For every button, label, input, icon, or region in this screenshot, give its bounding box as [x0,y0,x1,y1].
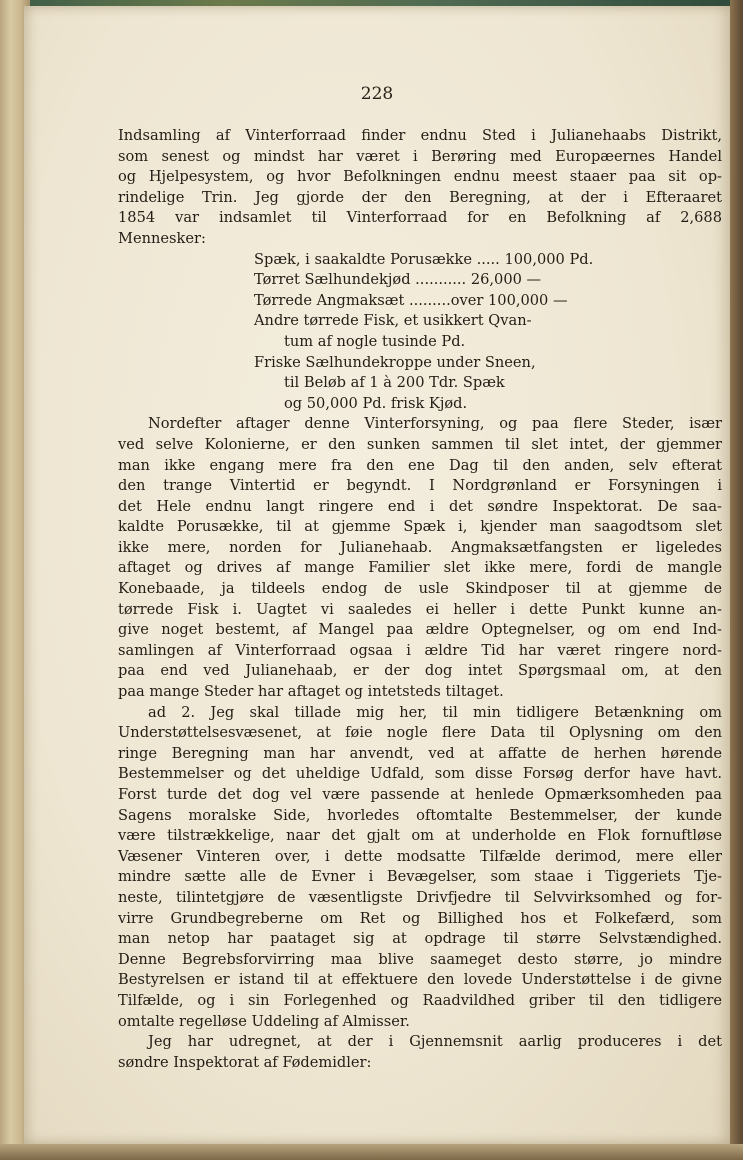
text-line: søndre Inspektorat af Fødemidler: [118,1053,372,1071]
text-line: kaldte Porusække, til at gjemme Spæk i, kjender man saagodtsom slet [118,518,722,536]
text-line: ad 2. Jeg skal tillade mig her, til min tidligere Betænkning om [148,703,722,721]
text-line: paa mange Steder har aftaget og intetsteds tiltaget. [118,683,504,701]
text-line: Denne Begrebsforvirring maa blive saameget desto større, jo mindre [118,950,722,968]
text-line: Sagens moralske Side, hvorledes oftomtalte Bestemmelser, der kunde [118,806,722,824]
text-line: Mennesker: [118,229,206,247]
text-line: Tørrede Angmaksæt .........over 100,000 — [254,291,568,309]
text-line: ikke mere, norden for Julianehaab. Angmaksætfangsten er ligeledes [118,538,722,556]
page-number: 228 [360,84,394,104]
text-line: den trange Vintertid er begyndt. I Nordgrønland er Forsyningen i [118,477,722,495]
book-page [24,6,730,1144]
text-line: Andre tørrede Fisk, et usikkert Qvan- [254,312,532,330]
text-line: 1854 var indsamlet til Vinterforraad for en Befolkning af 2,688 [118,209,722,227]
text-line: Indsamling af Vinterforraad finder endnu Sted i Julianehaabs Distrikt, [118,127,722,144]
text-line: Spæk, i saakaldte Porusække ..... 100,000 Pd. [254,250,594,268]
text-line: Konebaade, ja tildeels endog de usle Skindposer til at gjemme de [118,580,722,598]
book-bottom-edge [0,1144,743,1160]
text-line: Bestyrelsen er istand til at effektuere den lovede Understøttelse i de givne [118,971,722,989]
text-line: Friske Sælhundekroppe under Sneen, [254,353,536,371]
text-line: paa end ved Julianehaab, er der dog intet Spørgsmaal om, at den [118,662,722,680]
text-line: det Hele endnu langt ringere end i det søndre Inspektorat. De saa- [118,497,722,515]
text-line: omtalte regelløse Uddeling af Almisser. [118,1012,410,1030]
text-line: Forst turde det dog vel være passende at henlede Opmærksomheden paa [118,786,722,803]
text-line: samlingen af Vinterforraad ogsaa i ældre Tid har været ringere nord- [118,641,722,659]
text-line: man netop har paataget sig at opdrage til større Selvstændighed. [118,930,722,948]
text-line: mindre sætte alle de Evner i Bevægelser, som staae i Tiggeriets Tje- [118,868,722,886]
text-line: ved selve Kolonierne, er den sunken sammen til slet intet, der gjemmer [118,435,722,453]
text-line: tørrede Fisk i. Uagtet vi saaledes ei heller i dette Punkt kunne an- [118,600,722,618]
text-line: som senest og mindst har været i Berøring med Europæernes Handel [118,147,722,165]
text-line: Understøttelsesvæsenet, at føie nogle flere Data til Oplysning om den [118,724,722,742]
text-line: man ikke engang mere fra den ene Dag til den anden, selv efterat [118,456,722,474]
book-right-edge [730,0,743,1160]
body-text [118,126,722,1073]
text-line: være tilstrækkelige, naar det gjalt om at underholde en Flok fornuftløse [118,827,722,845]
text-line: ringe Beregning man har anvendt, ved at affatte de herhen hørende [118,744,722,762]
text-line: tum af nogle tusinde Pd. [284,332,466,350]
text-line: Væsener Vinteren over, i dette modsatte Tilfælde derimod, mere eller [118,847,722,865]
text-line: Nordefter aftager denne Vinterforsyning, og paa flere Steder, især [148,415,722,433]
text-line: til Beløb af 1 à 200 Tdr. Spæk [284,374,505,392]
text-line: virre Grundbegreberne om Ret og Billighed hos et Folkefærd, som [118,909,722,927]
text-line: give noget bestemt, af Mangel paa ældre Optegnelser, og om end Ind- [118,621,722,639]
text-line: Jeg har udregnet, at der i Gjennemsnit aarlig produceres i det [148,1033,722,1051]
text-line: aftaget og drives af mange Familier slet ikke mere, fordi de mangle [118,559,722,577]
text-line: Tørret Sælhundekjød ........... 26,000 — [254,271,542,289]
text-line: og Hjelpesystem, og hvor Befolkningen endnu meest staaer paa sit op- [118,168,722,186]
text-line: Tilfælde, og i sin Forlegenhed og Raadvildhed griber til den tidligere [118,991,722,1009]
text-line: rindelige Trin. Jeg gjorde der den Beregning, at der i Efteraaret [118,188,722,206]
text-line: og 50,000 Pd. frisk Kjød. [284,394,468,412]
text-line: Bestemmelser og det uheldige Udfald, som disse Forsøg derfor have havt. [118,765,722,783]
text-line: neste, tilintetgjøre de væsentligste Drivfjedre til Selvvirksomhed og for- [118,888,722,906]
